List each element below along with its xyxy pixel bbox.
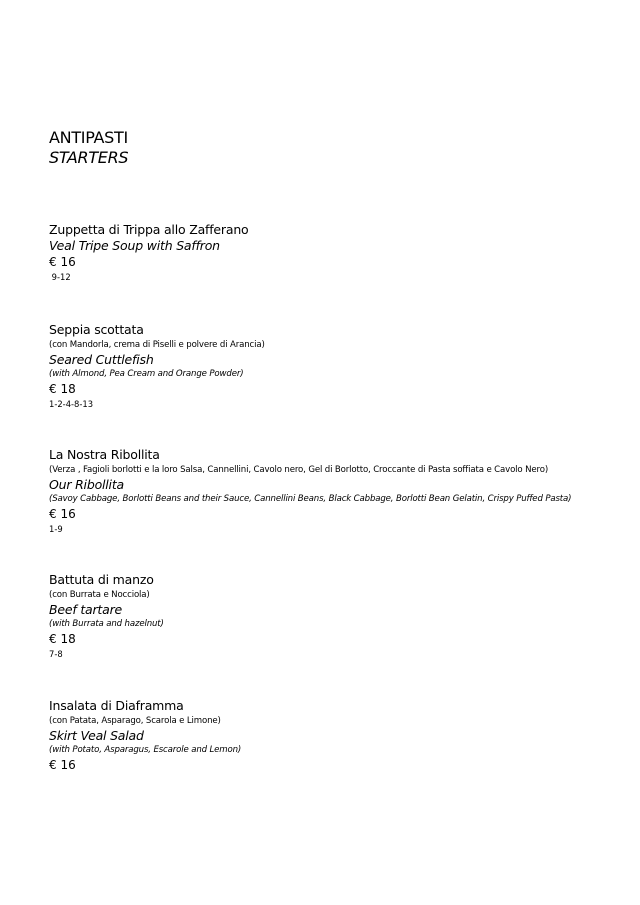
dish-allergens: 7-8: [49, 649, 63, 659]
dish-allergens: 1-9: [49, 524, 63, 534]
dish-name-italian: Battuta di manzo: [49, 572, 154, 587]
dish-price: € 16: [49, 507, 76, 521]
dish-description-italian: (con Patata, Asparago, Scarola e Limone): [49, 716, 221, 726]
menu-item: [49, 572, 629, 660]
dish-name-english: Veal Tripe Soup with Saffron: [49, 238, 220, 253]
dish-name-italian: Insalata di Diaframma: [49, 698, 184, 713]
dish-name-english: Skirt Veal Salad: [49, 728, 144, 743]
dish-price: € 16: [49, 758, 76, 772]
dish-name-english: Our Ribollita: [49, 477, 124, 492]
dish-description-english: (Savoy Cabbage, Borlotti Beans and their Sauce, Cannellini Beans, Black Cabbage, Borlotti Bean Gelatin, Crispy Puffed Pasta): [49, 494, 572, 504]
section-heading: [49, 128, 128, 168]
dish-description-english: (with Potato, Asparagus, Escarole and Lemon): [49, 745, 242, 755]
section-title-english: STARTERS: [49, 148, 129, 167]
dish-description-italian: (Verza , Fagioli borlotti e la loro Salsa, Cannellini, Cavolo nero, Gel di Borlotto, Croccante di Pasta soffiata e Cavolo Nero): [49, 465, 549, 475]
menu-item: [49, 222, 629, 283]
dish-allergens: 9-12: [49, 272, 71, 282]
dish-name-english: Beef tartare: [49, 602, 123, 617]
dish-allergens: 1-2-4-8-13: [49, 399, 94, 409]
dish-price: € 18: [49, 632, 76, 646]
dish-name-italian: La Nostra Ribollita: [49, 447, 160, 462]
dish-description-italian: (con Mandorla, crema di Piselli e polvere di Arancia): [49, 340, 265, 350]
menu-item: [49, 698, 629, 773]
dish-description-italian: (con Burrata e Nocciola): [49, 590, 150, 600]
section-title-italian: ANTIPASTI: [49, 128, 128, 147]
dish-name-english: Seared Cuttlefish: [49, 352, 154, 367]
dish-price: € 18: [49, 382, 76, 396]
dish-name-italian: Seppia scottata: [49, 322, 144, 337]
dish-description-english: (with Almond, Pea Cream and Orange Powder): [49, 369, 244, 379]
dish-description-english: (with Burrata and hazelnut): [49, 619, 164, 629]
dish-price: € 16: [49, 255, 76, 269]
menu-item: [49, 322, 629, 410]
dish-name-italian: Zuppetta di Trippa allo Zafferano: [49, 222, 249, 237]
menu-item: [49, 447, 629, 535]
